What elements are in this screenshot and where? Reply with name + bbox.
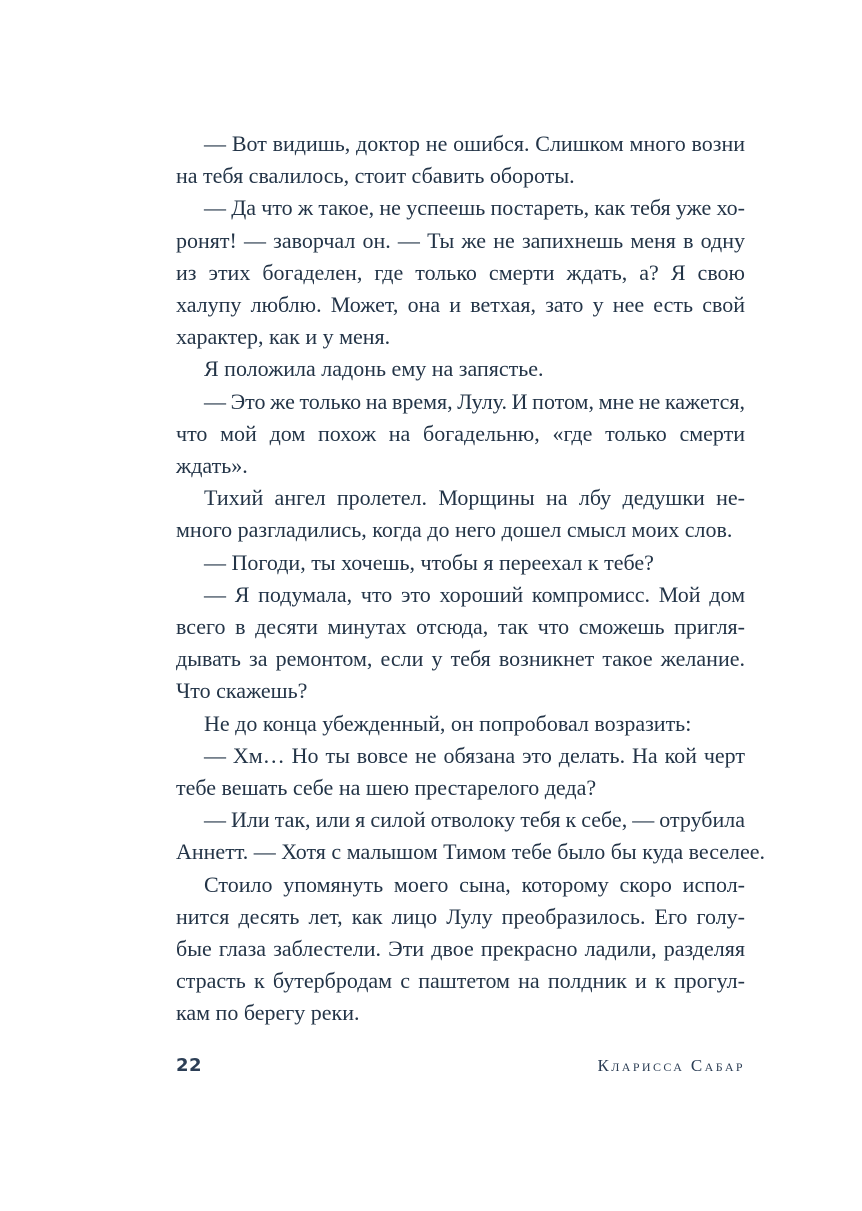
text-line: много разгладились, когда до него дошел смысл моих слов. (176, 517, 733, 543)
text-line: — Это же только на время, Лулу. И потом, мне не кажется, (204, 388, 745, 414)
paragraph (176, 192, 745, 353)
page-number: 22 (176, 1055, 203, 1076)
text-line: Я положила ладонь ему на запястье. (204, 356, 544, 382)
text-line: — Хм… Но ты вовсе не обязана это делать. На кой черт (204, 742, 745, 768)
text-line: Не до конца убежденный, он попробовал возразить: (204, 710, 692, 736)
paragraph (176, 708, 745, 740)
text-line: ронят! — заворчал он. — Ты же не запихнешь меня в одну (176, 227, 745, 253)
paragraph (176, 804, 766, 868)
paragraph (176, 386, 745, 483)
text-line: что мой дом похож на богадельню, «где только смерти (176, 420, 745, 446)
text-line: страсть к бутербродам с паштетом на полдник и к прогул- (176, 968, 745, 994)
text-line: халупу люблю. Может, она и ветхая, зато у нее есть свой (176, 292, 745, 318)
text-line: тебе вешать себе на шею престарелого деда? (176, 775, 597, 801)
paragraph (176, 128, 745, 192)
paragraph (176, 579, 745, 708)
text-line: нится десять лет, как лицо Лулу преобразилось. Его голу- (176, 903, 745, 929)
paragraph (176, 547, 745, 579)
paragraph (176, 482, 745, 546)
paragraph (176, 869, 745, 1030)
text-line: Стоило упомянуть моего сына, которому скоро испол- (204, 871, 745, 897)
body-text (176, 128, 766, 1030)
text-line: из этих богаделен, где только смерти ждать, а? Я свою (176, 259, 745, 285)
text-line: — Да что ж такое, не успеешь постареть, как тебя уже хо- (204, 195, 745, 221)
text-line: Что скажешь? (176, 678, 308, 704)
text-line: Тихий ангел пролетел. Морщины на лбу дедушки не- (204, 485, 745, 511)
text-line: всего в десяти минутах отсюда, так что сможешь пригля- (176, 614, 745, 640)
text-line: — Или так, или я силой отволоку тебя к себе, — отрубила (204, 807, 745, 833)
text-line: — Вот видишь, доктор не ошибся. Слишком много возни (204, 131, 745, 156)
text-line: — Я подумала, что это хороший компромисс. Мой дом (204, 581, 745, 607)
text-line: Аннетт. — Хотя с малышом Тимом тебе было бы куда веселее. (176, 839, 766, 865)
running-head-author: Кларисса Сабар (597, 1056, 745, 1075)
text-line: — Погоди, ты хочешь, чтобы я переехал к тебе? (204, 549, 654, 575)
text-line: характер, как и у меня. (176, 324, 391, 350)
text-line: на тебя свалилось, стоит сбавить обороты. (176, 163, 575, 189)
paragraph (176, 353, 745, 385)
text-line: кам по берегу реки. (176, 1000, 360, 1026)
text-line: ждать». (176, 453, 248, 479)
page-footer (176, 1055, 745, 1083)
text-line: дывать за ремонтом, если у тебя возникнет такое желание. (176, 646, 745, 672)
paragraph (176, 740, 745, 804)
text-line: бые глаза заблестели. Эти двое прекрасно ладили, разделяя (176, 936, 745, 962)
